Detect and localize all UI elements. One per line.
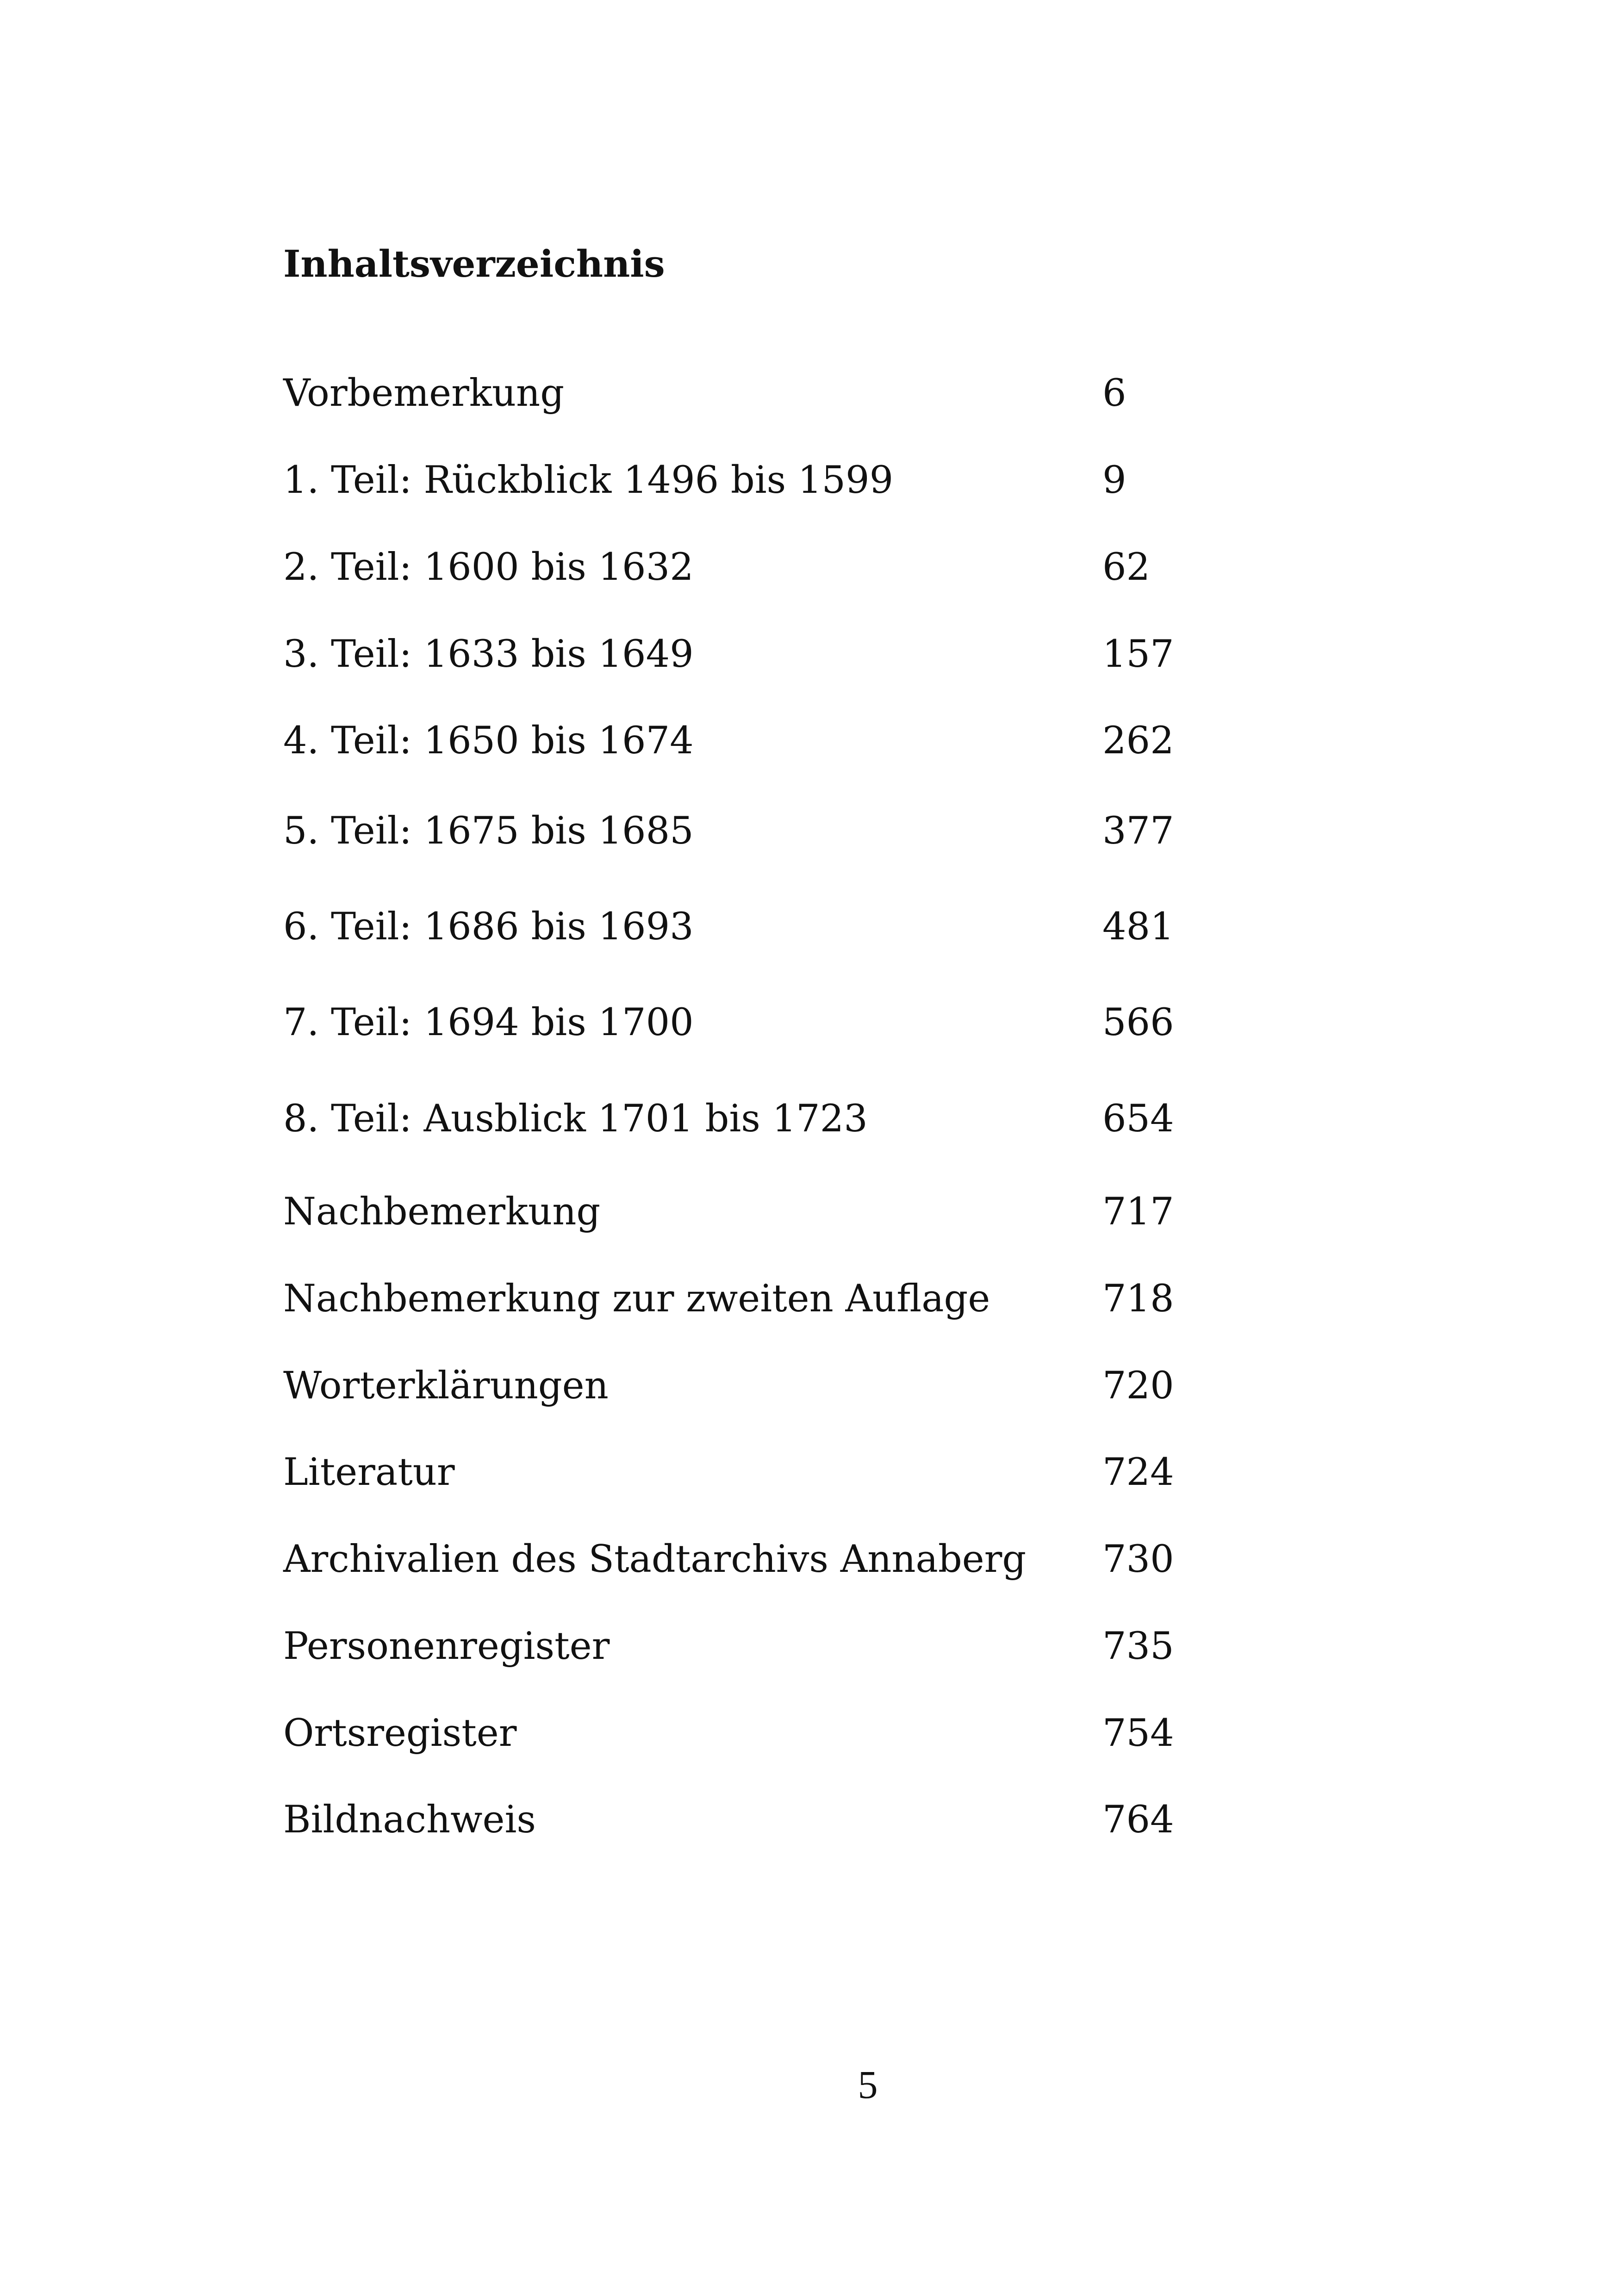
- toc-entry-title: 6. Teil: 1686 bis 1693: [283, 905, 694, 949]
- toc-entry-page: 566: [1102, 1001, 1174, 1044]
- toc-entry-page: 481: [1102, 905, 1174, 949]
- toc-entry: [283, 1792, 1209, 1848]
- toc-entry-title: 2. Teil: 1600 bis 1632: [283, 546, 694, 589]
- toc-entry: [283, 366, 1209, 421]
- page-number: 5: [858, 2062, 878, 2107]
- toc-heading: Inhaltsverzeichnis: [283, 242, 665, 285]
- toc-entry: [283, 1706, 1209, 1761]
- toc-entry-title: 3. Teil: 1633 bis 1649: [283, 633, 694, 676]
- toc-entry: [283, 540, 1209, 595]
- toc-entry-page: 62: [1102, 546, 1151, 589]
- toc-entry-page: 377: [1102, 809, 1174, 853]
- toc-entry-title: Archivalien des Stadtarchivs Annaberg: [283, 1538, 1027, 1581]
- toc-entry-page: 9: [1102, 459, 1126, 502]
- toc-entry-title: Personenregister: [283, 1625, 610, 1668]
- toc-entry-page: 6: [1102, 372, 1126, 415]
- toc-entry: [283, 899, 1209, 955]
- toc-entry-title: Vorbemerkung: [283, 372, 565, 415]
- toc-entry: [283, 627, 1209, 682]
- toc-entry-page: 717: [1102, 1190, 1174, 1234]
- toc-entry: [283, 453, 1209, 508]
- toc-entry-page: 730: [1102, 1538, 1174, 1581]
- toc-entry-title: Ortsregister: [283, 1712, 517, 1755]
- toc-entry: [283, 1091, 1209, 1147]
- toc-entry-title: 8. Teil: Ausblick 1701 bis 1723: [283, 1097, 868, 1141]
- toc-entry-page: 262: [1102, 719, 1174, 763]
- toc-entry-title: 4. Teil: 1650 bis 1674: [283, 719, 694, 763]
- toc-entry: [283, 1271, 1209, 1327]
- toc-entry-title: 7. Teil: 1694 bis 1700: [283, 1001, 694, 1044]
- toc-entry-title: Bildnachweis: [283, 1798, 536, 1842]
- toc-entry: [283, 1445, 1209, 1500]
- toc-entry-title: Literatur: [283, 1451, 455, 1494]
- toc-entry: [283, 995, 1209, 1050]
- toc-entry-page: 654: [1102, 1097, 1174, 1141]
- toc-entry-page: 720: [1102, 1364, 1174, 1408]
- toc-entry-page: 764: [1102, 1798, 1174, 1842]
- toc-entry-title: Worterklärungen: [283, 1364, 609, 1408]
- toc-entry-page: 735: [1102, 1625, 1174, 1668]
- toc-entry: [283, 1532, 1209, 1587]
- toc-entry: [283, 1358, 1209, 1414]
- toc-entry-title: Nachbemerkung zur zweiten Auflage: [283, 1277, 990, 1321]
- toc-entry: [283, 713, 1209, 769]
- toc-entry-title: 5. Teil: 1675 bis 1685: [283, 809, 694, 853]
- toc-entry: [283, 1619, 1209, 1674]
- toc-entry-page: 718: [1102, 1277, 1174, 1321]
- toc-entry-title: 1. Teil: Rückblick 1496 bis 1599: [283, 459, 894, 502]
- toc-entry-page: 724: [1102, 1451, 1174, 1494]
- toc-entry-title: Nachbemerkung: [283, 1190, 601, 1234]
- toc-entry: [283, 1184, 1209, 1240]
- toc-entry: [283, 803, 1209, 859]
- toc-entry-page: 754: [1102, 1712, 1174, 1755]
- toc-entry-page: 157: [1102, 633, 1174, 676]
